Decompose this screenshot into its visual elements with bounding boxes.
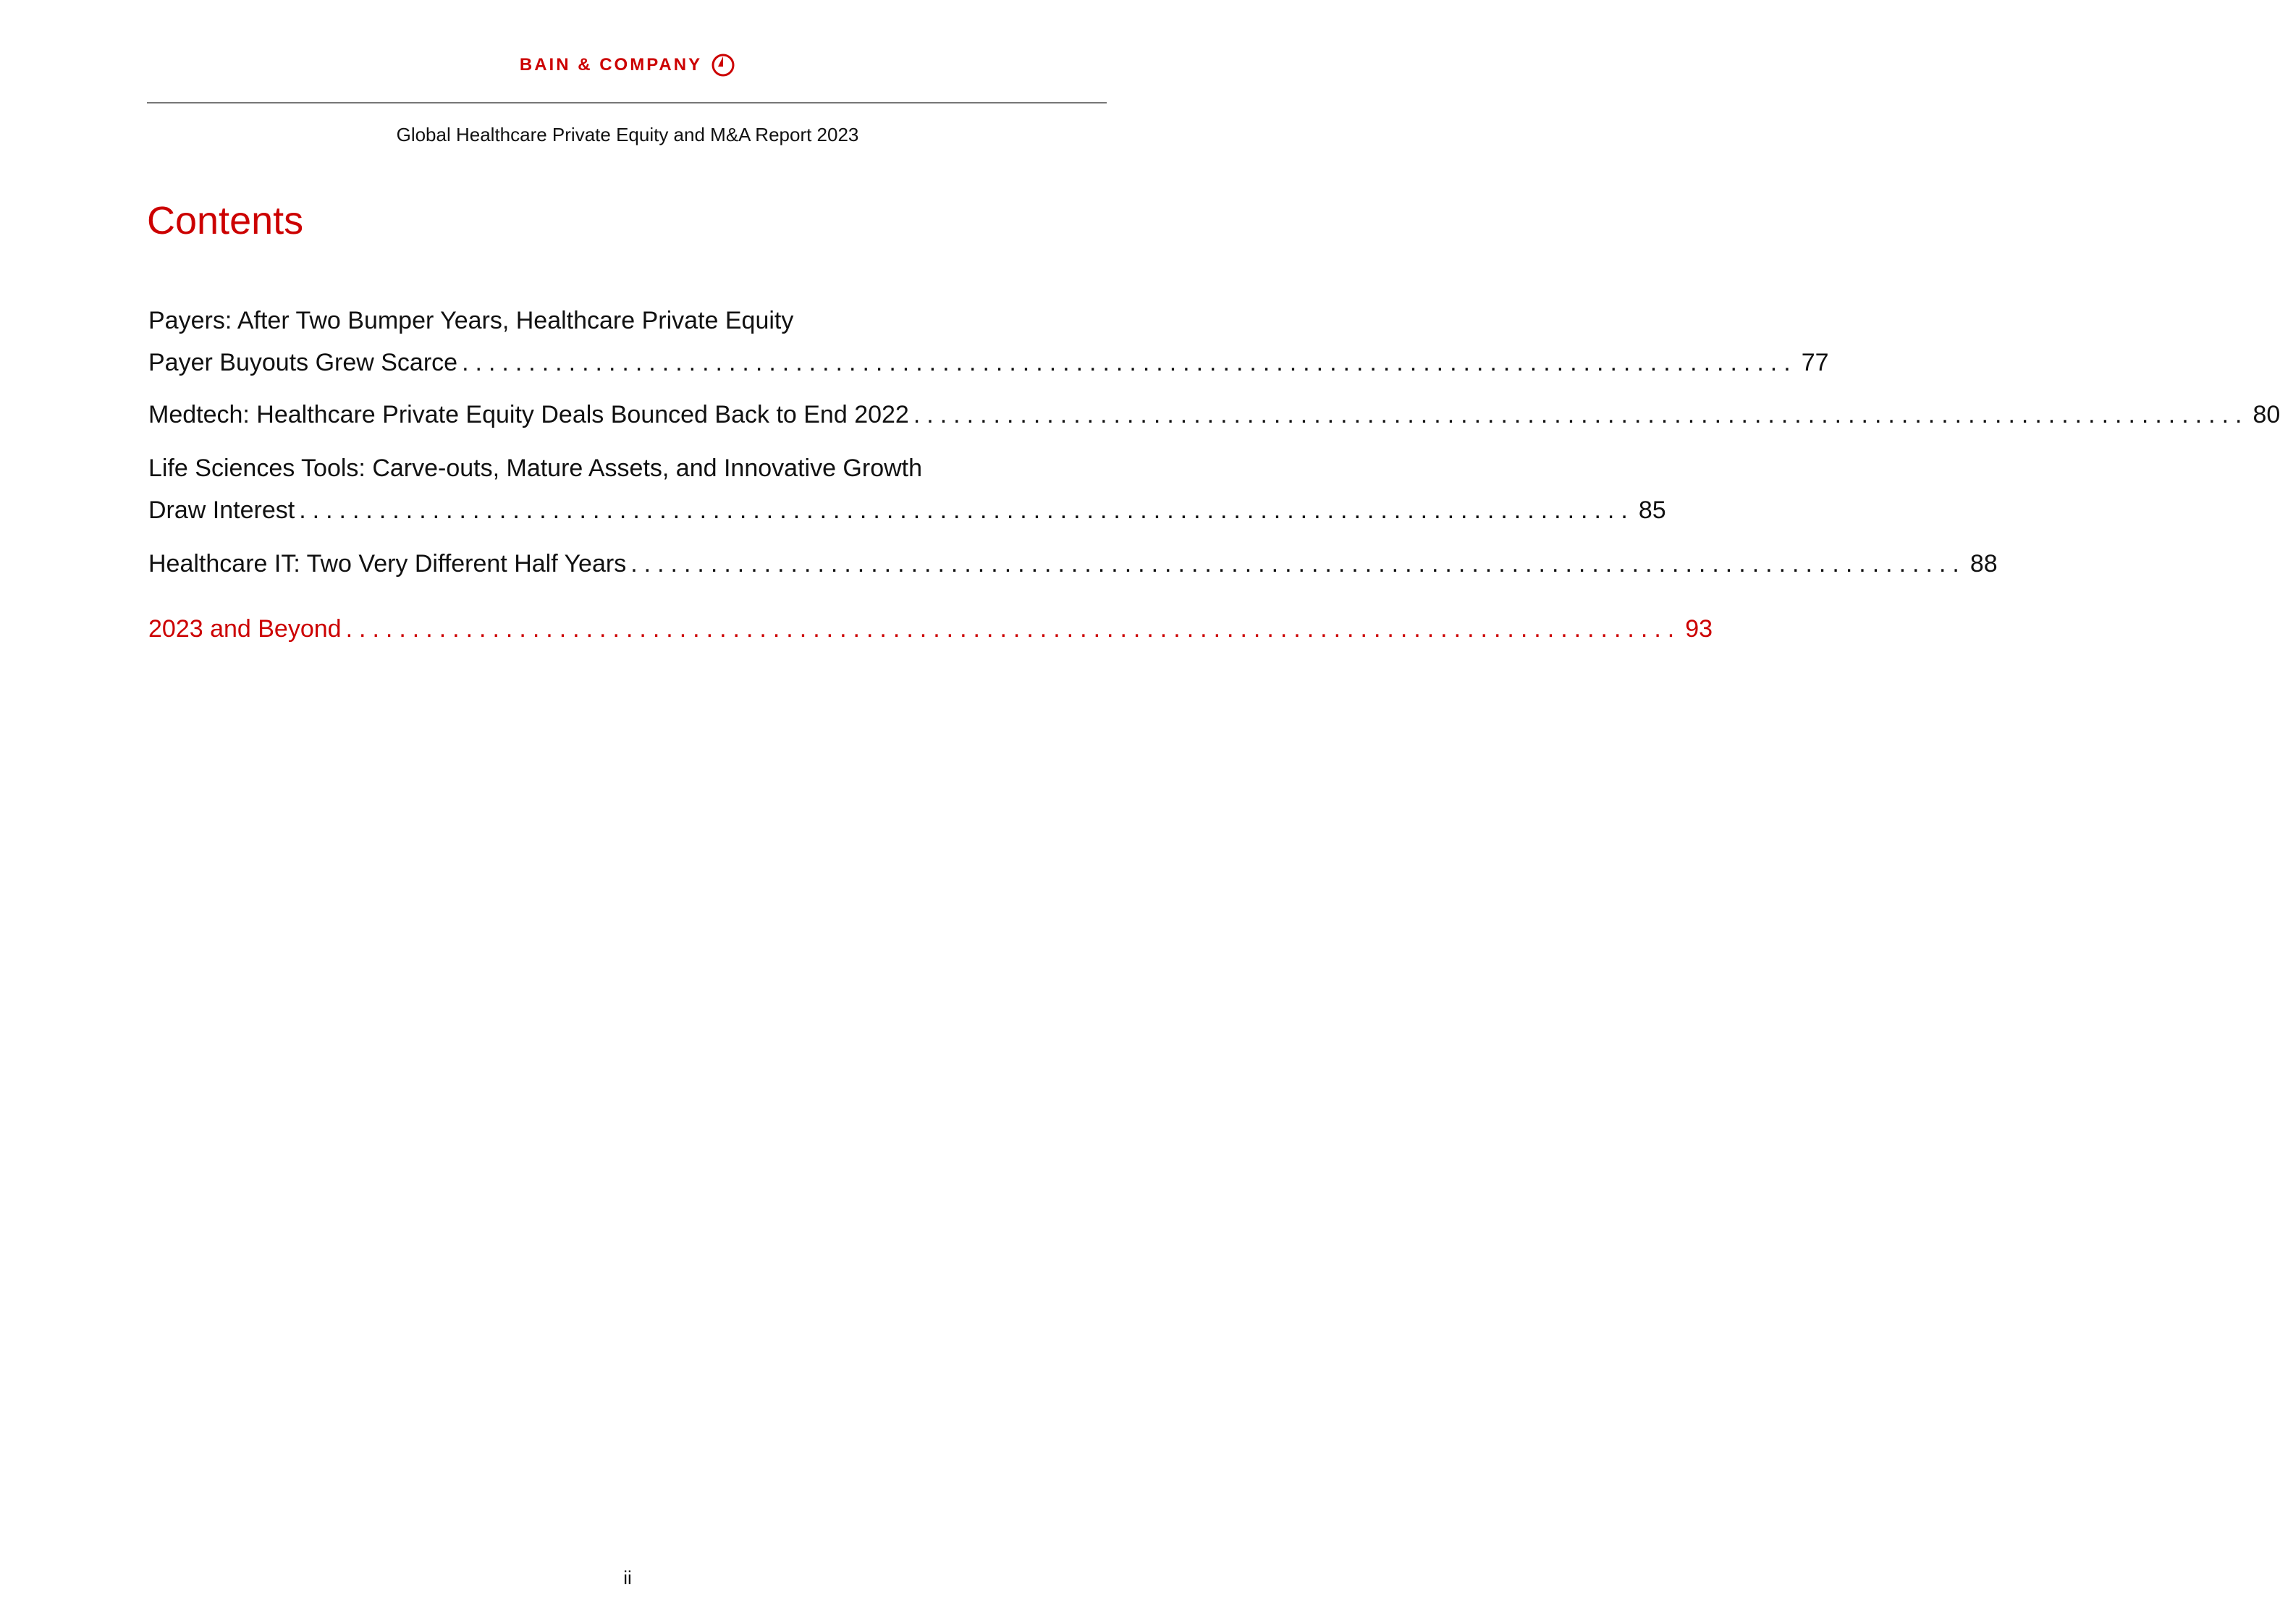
toc-page-number: 85 bbox=[1638, 496, 1666, 524]
page-number: ii bbox=[623, 1567, 632, 1589]
dot-leader: .................................................................................................... bbox=[630, 550, 1966, 578]
toc-entry-medtech[interactable] bbox=[148, 394, 2280, 436]
brand-name: BAIN & COMPANY bbox=[519, 55, 703, 75]
toc-entry-title-continued: Payer Buyouts Grew Scarce bbox=[148, 349, 458, 376]
toc-entry-2023-and-beyond[interactable] bbox=[148, 608, 1713, 650]
dot-leader: .................................................................................................... bbox=[913, 401, 2249, 428]
header-divider bbox=[147, 102, 1107, 103]
contents-heading: Contents bbox=[147, 199, 304, 242]
toc-entry-title-continued: Draw Interest bbox=[148, 496, 295, 524]
bain-circle-logo-icon bbox=[711, 53, 735, 77]
toc-entry-title: Healthcare IT: Two Very Different Half Years bbox=[148, 550, 627, 578]
table-of-contents bbox=[148, 300, 2280, 650]
toc-entry-payers[interactable] bbox=[148, 300, 1829, 384]
toc-entry-title: Medtech: Healthcare Private Equity Deals Bounced Back to End 2022 bbox=[148, 401, 909, 428]
report-title: Global Healthcare Private Equity and M&A Report 2023 bbox=[396, 124, 859, 145]
toc-entry-title: 2023 and Beyond bbox=[148, 615, 342, 643]
dot-leader: .................................................................................................... bbox=[345, 615, 1681, 643]
toc-page-number: 77 bbox=[1801, 349, 1829, 376]
toc-entry-title: Payers: After Two Bumper Years, Healthcare Private Equity bbox=[148, 307, 794, 334]
toc-entry-life-sciences-tools[interactable] bbox=[148, 447, 1666, 531]
brand-header bbox=[0, 52, 1255, 78]
dot-leader: .................................................................................................... bbox=[299, 496, 1634, 524]
toc-entry-title: Life Sciences Tools: Carve-outs, Mature Assets, and Innovative Growth bbox=[148, 454, 923, 482]
dot-leader: .................................................................................................... bbox=[462, 349, 1797, 376]
toc-entry-healthcare-it[interactable] bbox=[148, 543, 1998, 585]
toc-page-number: 80 bbox=[2252, 401, 2280, 428]
toc-page-number: 93 bbox=[1685, 615, 1713, 643]
toc-page-number: 88 bbox=[1969, 550, 1998, 578]
